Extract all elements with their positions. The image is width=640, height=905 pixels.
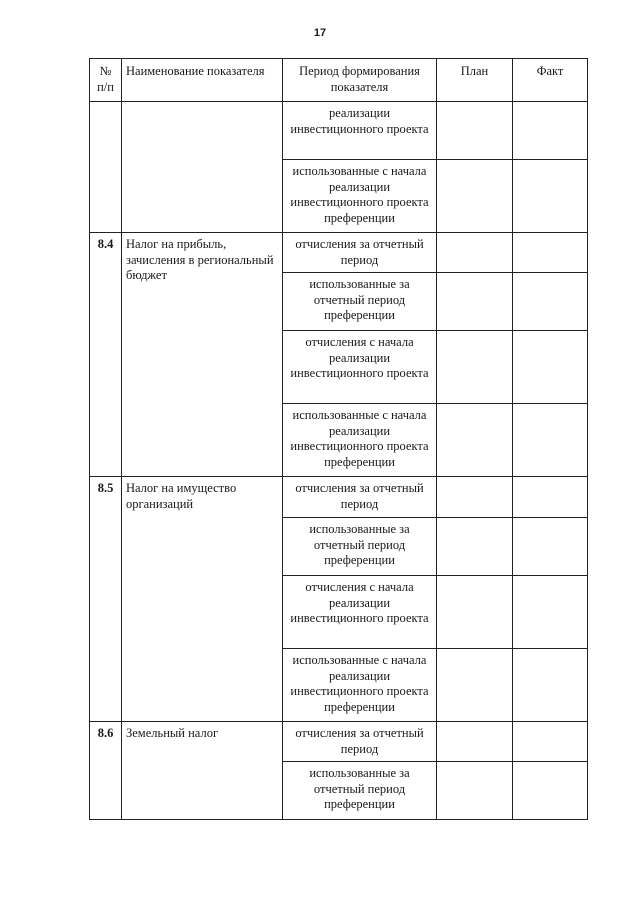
indicators-table bbox=[89, 58, 588, 820]
period-cell: использованные с начала реализации инвестиционного проекта преференции bbox=[283, 160, 437, 233]
period-cell: отчисления за отчетный период bbox=[283, 477, 437, 518]
row-name-cell bbox=[122, 102, 283, 233]
section-num: 8.4 bbox=[90, 233, 122, 477]
table-row bbox=[90, 722, 588, 762]
period-cell: отчисления с начала реализации инвестиционного проекта bbox=[283, 576, 437, 649]
plan-cell bbox=[437, 576, 513, 649]
table-row bbox=[90, 477, 588, 518]
section-name: Налог на имущество организаций bbox=[122, 477, 283, 722]
period-cell: использованные с начала реализации инвестиционного проекта преференции bbox=[283, 404, 437, 477]
fact-cell bbox=[513, 160, 588, 233]
plan-cell bbox=[437, 477, 513, 518]
section-num: 8.5 bbox=[90, 477, 122, 722]
period-cell: использованные с начала реализации инвестиционного проекта преференции bbox=[283, 649, 437, 722]
fact-cell bbox=[513, 273, 588, 331]
plan-cell bbox=[437, 762, 513, 820]
plan-cell bbox=[437, 404, 513, 477]
row-num-cell bbox=[90, 102, 122, 233]
fact-cell bbox=[513, 102, 588, 160]
period-cell: отчисления за отчетный период bbox=[283, 722, 437, 762]
period-cell: отчисления за отчетный период bbox=[283, 233, 437, 273]
header-name: Наименование показателя bbox=[122, 59, 283, 102]
section-name: Земельный налог bbox=[122, 722, 283, 820]
plan-cell bbox=[437, 102, 513, 160]
fact-cell bbox=[513, 331, 588, 404]
plan-cell bbox=[437, 649, 513, 722]
period-cell: использованные за отчетный период преференции bbox=[283, 762, 437, 820]
page-number: 17 bbox=[313, 27, 327, 39]
table-row bbox=[90, 102, 588, 160]
fact-cell bbox=[513, 722, 588, 762]
fact-cell bbox=[513, 233, 588, 273]
fact-cell bbox=[513, 477, 588, 518]
fact-cell bbox=[513, 404, 588, 477]
header-fact: Факт bbox=[513, 59, 588, 102]
section-num: 8.6 bbox=[90, 722, 122, 820]
plan-cell bbox=[437, 331, 513, 404]
plan-cell bbox=[437, 518, 513, 576]
header-plan: План bbox=[437, 59, 513, 102]
header-num: № п/п bbox=[90, 59, 122, 102]
period-cell: использованные за отчетный период преференции bbox=[283, 273, 437, 331]
fact-cell bbox=[513, 649, 588, 722]
plan-cell bbox=[437, 722, 513, 762]
plan-cell bbox=[437, 160, 513, 233]
period-cell: использованные за отчетный период преференции bbox=[283, 518, 437, 576]
table-row bbox=[90, 233, 588, 273]
plan-cell bbox=[437, 273, 513, 331]
table-header-row bbox=[90, 59, 588, 102]
section-name: Налог на прибыль, зачисления в региональный бюджет bbox=[122, 233, 283, 477]
period-cell: реализации инвестиционного проекта bbox=[283, 102, 437, 160]
header-period: Период формирования показателя bbox=[283, 59, 437, 102]
fact-cell bbox=[513, 518, 588, 576]
fact-cell bbox=[513, 576, 588, 649]
fact-cell bbox=[513, 762, 588, 820]
plan-cell bbox=[437, 233, 513, 273]
period-cell: отчисления с начала реализации инвестиционного проекта bbox=[283, 331, 437, 404]
